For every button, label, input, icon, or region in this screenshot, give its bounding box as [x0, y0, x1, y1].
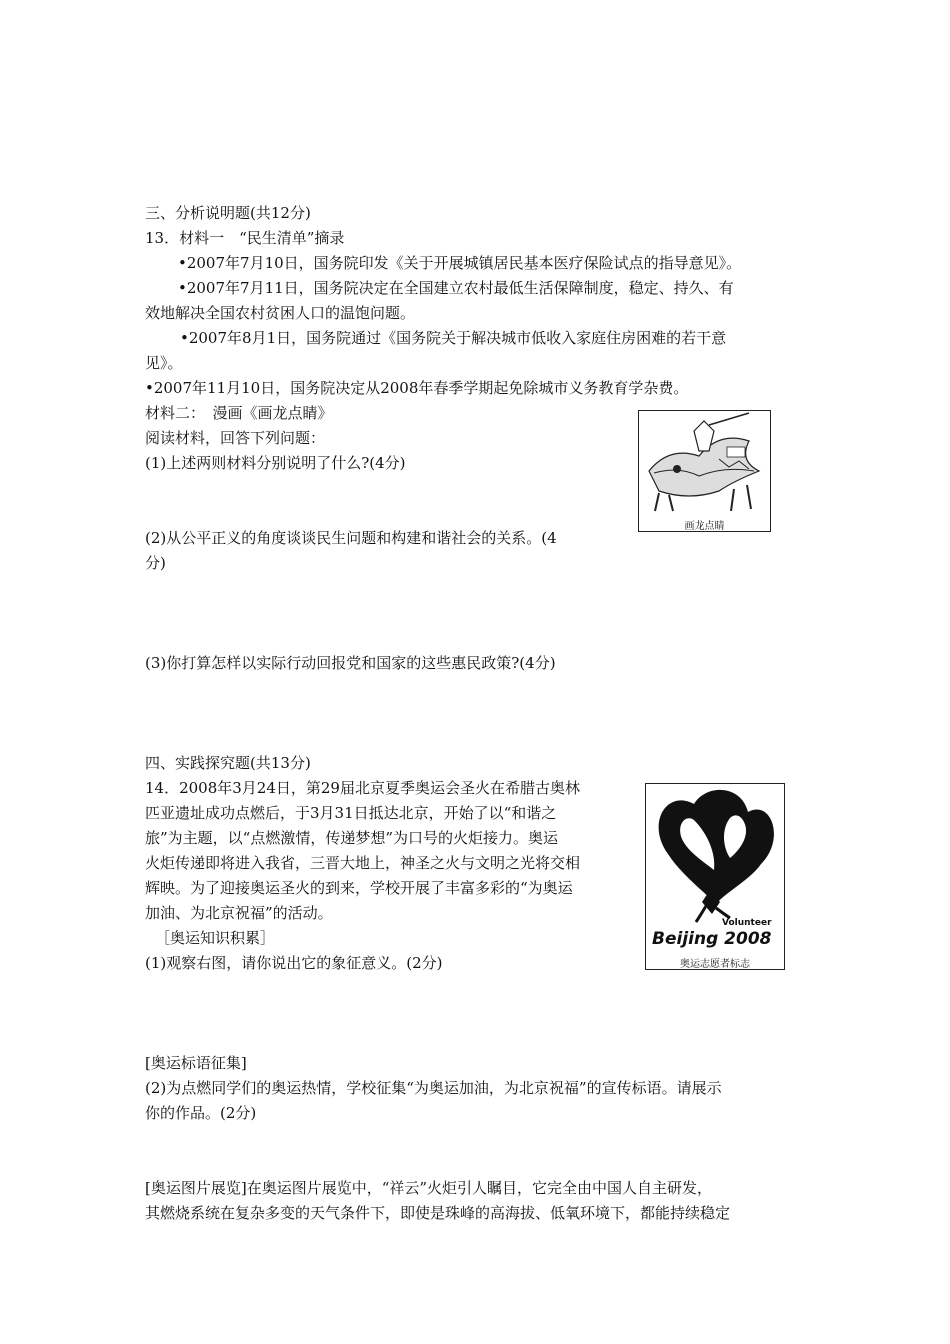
- question-14-line-6: 加油、为北京祝福”的活动。: [145, 904, 333, 922]
- photo-exhibit-line-1: [奥运图片展览]在奥运图片展览中，“祥云”火炬引人瞩目，它完全由中国人自主研发，: [145, 1179, 713, 1197]
- cartoon-figure: [638, 410, 771, 532]
- dragon-cartoon-image: [639, 411, 770, 515]
- question-14-line-3: 旅”为主题，以“点燃激情，传递梦想”为口号的火炬接力。奥运: [145, 829, 559, 847]
- volunteer-logo-figure: [645, 783, 785, 970]
- question-14-line-4: 火炬传递即将进入我省，三晋大地上，神圣之火与文明之光将交相: [145, 854, 581, 872]
- question-14-2-line-1: (2)为点燃同学们的奥运热情，学校征集“为奥运加油，为北京祝福”的宣传标语。请展示: [145, 1079, 722, 1097]
- policy-bullet-3-line-2: 见》。: [145, 354, 183, 372]
- slogan-heading: [奥运标语征集]: [145, 1054, 247, 1072]
- volunteer-heart-logo: [646, 784, 784, 934]
- material-2-title: 材料二： 漫画《画龙点睛》: [145, 404, 333, 422]
- question-14-2-line-2: 你的作品。(2分): [145, 1104, 257, 1122]
- policy-bullet-2-line-2: 效地解决全国农村贫困人口的温饱问题。: [145, 304, 416, 322]
- policy-bullet-1: •2007年7月10日，国务院印发《关于开展城镇居民基本医疗保险试点的指导意见》。: [178, 254, 742, 272]
- question-14-line-5: 辉映。为了迎接奥运圣火的到来，学校开展了丰富多彩的“为奥运: [145, 879, 573, 897]
- question-13-3: (3)你打算怎样以实际行动回报党和国家的这些惠民政策?(4分): [145, 654, 556, 672]
- question-13-2-line-1: (2)从公平正义的角度谈谈民生问题和构建和谐社会的关系。(4: [145, 529, 557, 547]
- section-3-heading: 三、分析说明题(共12分): [145, 204, 311, 222]
- question-13-1: (1)上述两则材料分别说明了什么?(4分): [145, 454, 406, 472]
- question-14-line-2: 匹亚遗址成功点燃后，于3月31日抵达北京，开始了以“和谐之: [145, 804, 557, 822]
- logo-beijing-text: Beijing 2008: [652, 929, 772, 949]
- policy-bullet-4: •2007年11月10日，国务院决定从2008年春季学期起免除城市义务教育学杂费。: [145, 379, 689, 397]
- read-prompt: 阅读材料，回答下列问题：: [145, 429, 326, 447]
- policy-bullet-2-line-1: •2007年7月11日，国务院决定在全国建立农村最低生活保障制度，稳定、持久、有: [178, 279, 734, 297]
- question-13-title: 13．材料一 “民生清单”摘录: [145, 229, 345, 247]
- section-4-heading: 四、实践探究题(共13分): [145, 754, 311, 772]
- policy-bullet-3-line-1: •2007年8月1日，国务院通过《国务院关于解决城市低收入家庭住房困难的若干意: [180, 329, 727, 347]
- logo-caption: 奥运志愿者标志: [680, 959, 750, 970]
- photo-exhibit-line-2: 其燃烧系统在复杂多变的天气条件下，即使是珠峰的高海拔、低氧环境下，都能持续稳定: [145, 1204, 731, 1222]
- olympic-knowledge-heading: ［奥运知识积累］: [155, 929, 276, 947]
- question-14-1: (1)观察右图，请你说出它的象征意义。(2分): [145, 954, 443, 972]
- question-13-2-line-2: 分): [145, 554, 166, 572]
- cartoon-caption: 画龙点睛: [684, 521, 725, 532]
- logo-volunteer-text: Volunteer: [722, 918, 772, 928]
- question-14-line-1: 14．2008年3月24日，第29届北京夏季奥运会圣火在希腊古奥林: [145, 779, 580, 797]
